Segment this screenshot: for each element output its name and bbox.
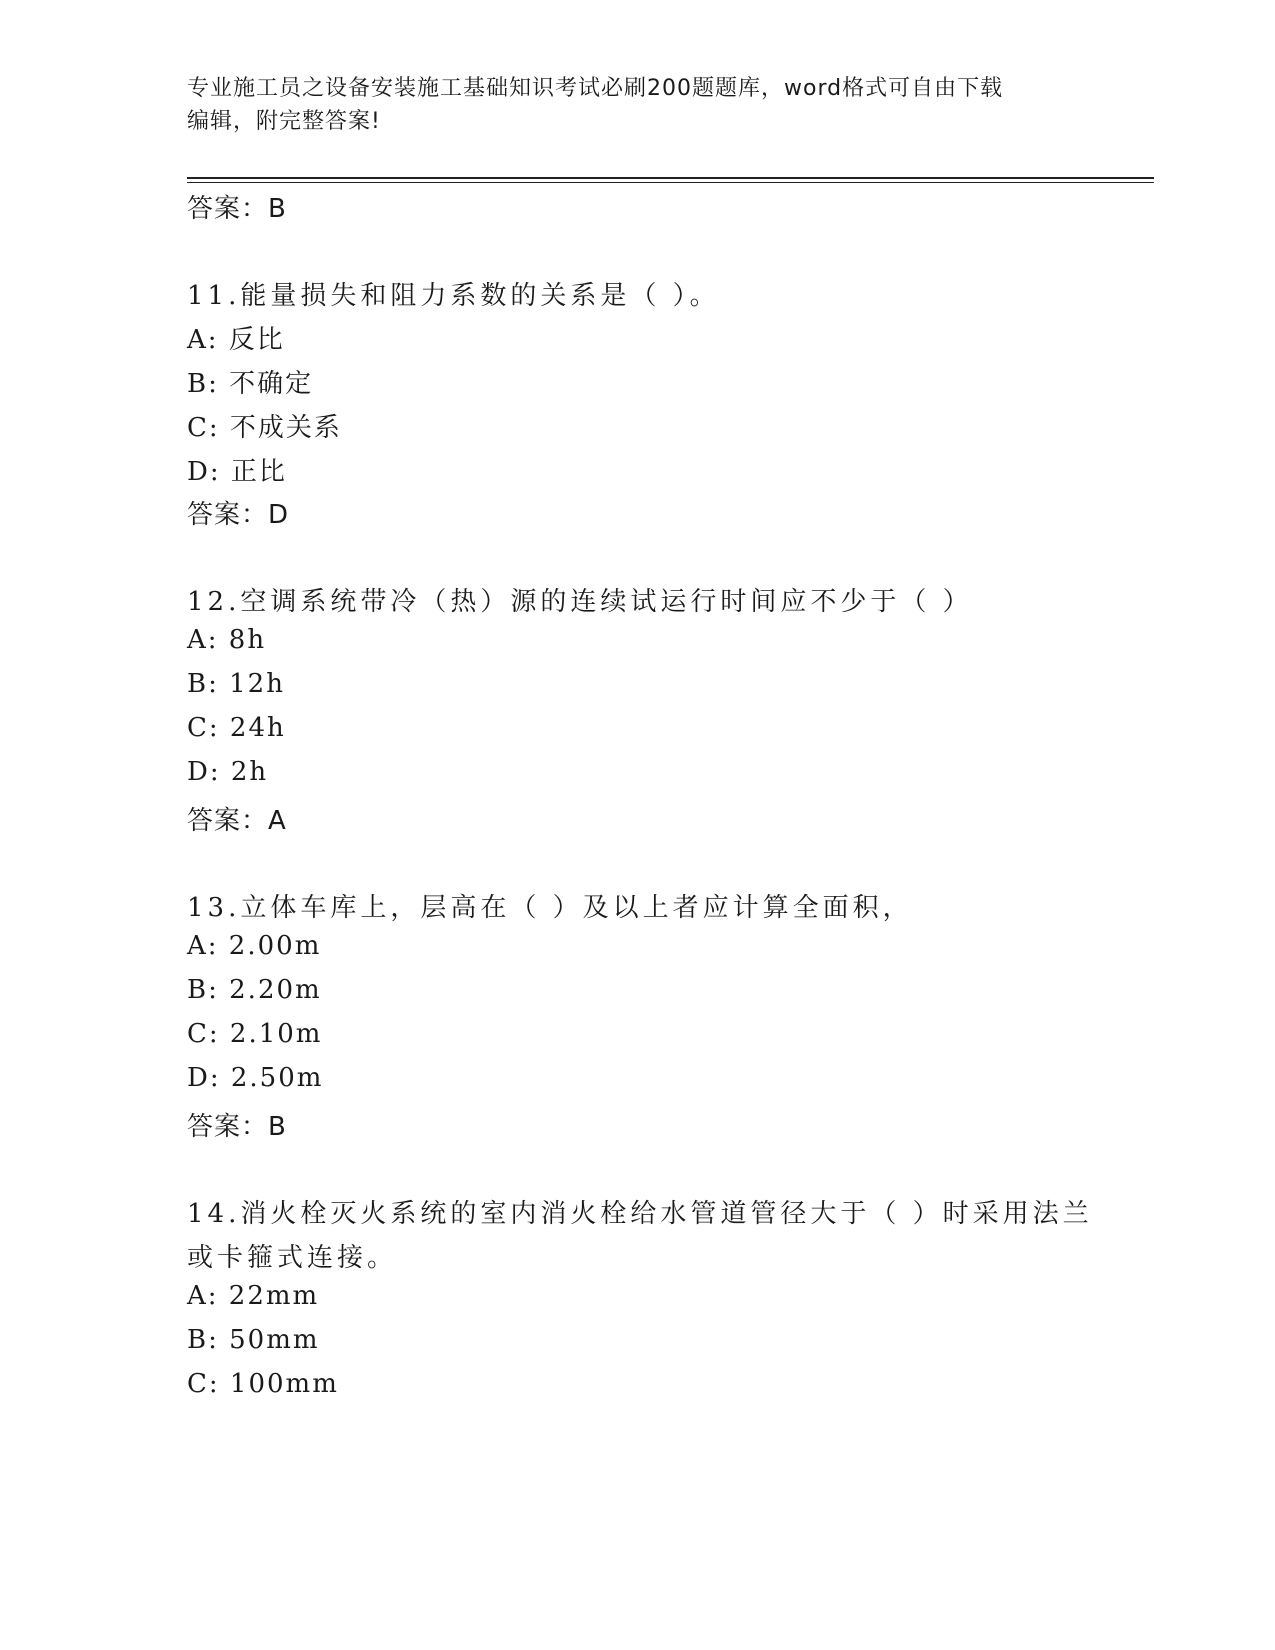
document-header [187, 72, 1067, 138]
question-13-option-b: B: 2.20m [187, 975, 322, 1005]
question-12-option-b: B: 12h [187, 669, 285, 699]
answer-q11: 答案：D [187, 500, 290, 530]
question-13-stem: 13.立体车库上，层高在（ ）及以上者应计算全面积， [187, 893, 913, 923]
question-11-option-a: A: 反比 [187, 325, 285, 355]
answer-q12: 答案：A [187, 806, 287, 836]
question-12-option-d: D: 2h [187, 757, 269, 787]
question-14-option-a: A: 22mm [187, 1281, 320, 1311]
question-12-stem: 12.空调系统带冷（热）源的连续试运行时间应不少于（ ） [187, 587, 973, 617]
header-line-2: 编辑，附完整答案! [187, 109, 381, 134]
question-14-option-c: C: 100mm [187, 1369, 339, 1399]
answer-q13: 答案：B [187, 1112, 287, 1142]
question-13-option-a: A: 2.00m [187, 931, 322, 961]
question-11-option-d: D: 正比 [187, 457, 287, 487]
header-divider [187, 177, 1154, 183]
question-14-option-b: B: 50mm [187, 1325, 320, 1355]
header-line-1: 专业施工员之设备安装施工基础知识考试必刷200题题库，word格式可自由下载 [187, 76, 1004, 101]
question-11-option-c: C: 不成关系 [187, 413, 342, 443]
answer-q10: 答案：B [187, 194, 287, 224]
question-11-stem: 11.能量损失和阻力系数的关系是（ ）。 [187, 281, 720, 311]
question-12-option-c: C: 24h [187, 713, 286, 743]
question-11-option-b: B: 不确定 [187, 369, 314, 399]
question-13-option-d: D: 2.50m [187, 1063, 324, 1093]
question-14-stem-line-1: 14.消火栓灭火系统的室内消火栓给水管道管径大于（ ）时采用法兰 [187, 1199, 1093, 1229]
question-12-option-a: A: 8h [187, 625, 267, 655]
question-13-option-c: C: 2.10m [187, 1019, 323, 1049]
question-14-stem-line-2: 或卡箍式连接。 [187, 1243, 398, 1273]
